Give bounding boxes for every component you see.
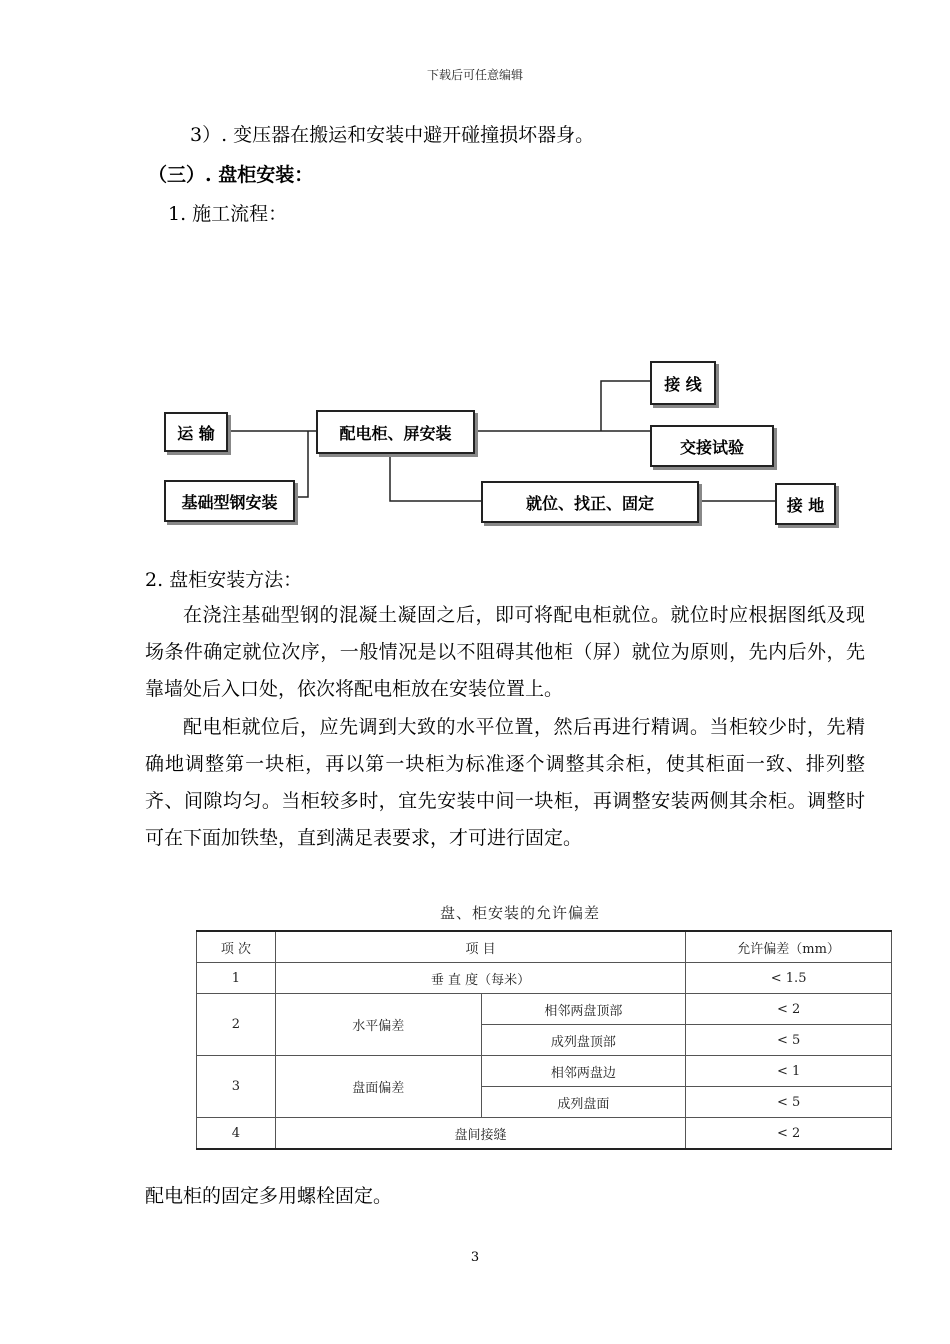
header-item-no: 项 次 [197,931,276,963]
cell-subitem: 相邻两盘顶部 [481,994,686,1025]
subheading-method: 2. 盘柜安装方法： [145,569,303,591]
flow-step-cabinet-install: 配电柜、屏安装 [316,410,475,454]
cell-no: 1 [197,963,276,994]
deviation-table [196,930,892,1150]
item-3-text: 3）. 变压器在搬运和安装中避开碰撞损坏器身。 [190,124,595,146]
page-number: 3 [470,1250,480,1265]
flow-step-wiring: 接 线 [650,361,716,405]
cell-no: 3 [197,1056,276,1118]
cell-deviation: < 5 [686,1087,892,1118]
section-title: （三）. 盘柜安装： [148,164,314,186]
cell-item: 盘间接缝 [275,1118,685,1150]
page-header: 下载后可任意编辑 [426,68,523,82]
closing-text: 配电柜的固定多用螺栓固定。 [145,1185,393,1207]
header-deviation: 允许偏差（mm） [686,931,892,963]
paragraph-adjustment: 配电柜就位后，应先调到大致的水平位置，然后再进行精调。当柜较少时，先精确地调整第一块柜，再以第一块柜为标准逐个调整其余柜，使其柜面一致、排列整齐、间隙均匀。当柜较多时，宜先安装中间一块柜，再调整安装两侧其余柜。调整时可在下面加铁垫，直到满足表要求，才可进行固定。 [145,716,865,849]
flow-step-grounding: 接 地 [775,483,836,525]
cell-deviation: < 5 [686,1025,892,1056]
table-row [197,994,892,1025]
cell-no: 2 [197,994,276,1056]
cell-no: 4 [197,1118,276,1150]
flow-step-transport: 运 输 [164,412,228,452]
cell-deviation: < 1 [686,1056,892,1087]
paragraph-positioning: 在浇注基础型钢的混凝土凝固之后，即可将配电柜就位。就位时应根据图纸及现场条件确定就位次序，一般情况是以不阻碍其他柜（屏）就位为原则，先内后外，先靠墙处后入口处，依次将配电柜放在安装位置上。 [145,604,865,700]
cell-item: 垂 直 度（每米） [275,963,685,994]
flow-step-foundation: 基础型钢安装 [164,480,295,522]
header-item: 项 目 [275,931,685,963]
cell-item: 盘面偏差 [275,1056,481,1118]
subheading-process: 1. 施工流程： [168,203,288,225]
flow-step-handover-test: 交接试验 [650,425,774,467]
flow-step-position-fix: 就位、找正、固定 [481,481,699,523]
cell-deviation: < 2 [686,994,892,1025]
table-row [197,1118,892,1150]
table-row [197,1056,892,1087]
table-caption: 盘、柜安装的允许偏差 [439,904,600,922]
cell-subitem: 成列盘顶部 [481,1025,686,1056]
cell-subitem: 相邻两盘边 [481,1056,686,1087]
cell-item: 水平偏差 [275,994,481,1056]
cell-deviation: < 1.5 [686,963,892,994]
table-header-row [197,931,892,963]
cell-deviation: < 2 [686,1118,892,1150]
table-row [197,963,892,994]
cell-subitem: 成列盘面 [481,1087,686,1118]
